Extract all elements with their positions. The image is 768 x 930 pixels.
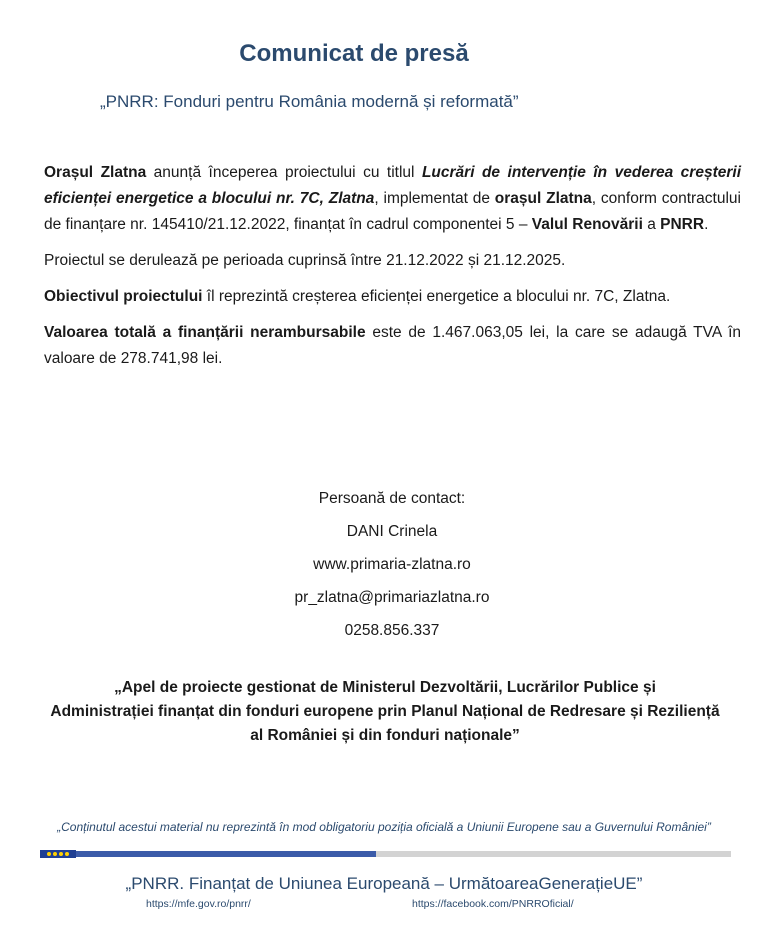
objective-label: Obiectivul proiectului	[44, 288, 203, 305]
project-title: Lucrări de intervenție în vederea creșterii eficienței energetice a blocului nr. 7C, Zlatna	[44, 164, 741, 207]
call-line-1: „Apel de proiecte gestionat de Ministerul Dezvoltării, Lucrărilor Publice și	[114, 679, 656, 696]
contact-phone: 0258.856.337	[344, 622, 440, 639]
call-line-2: Administrației finanțat din fonduri europene prin Planul Național de Redresare și Reziliență	[50, 703, 720, 720]
text-fragment: a	[642, 216, 661, 233]
contact-name: DANI Crinela	[346, 523, 438, 540]
value-text: este de 1.467.063,05 lei, la care se adaugă TVA în valoare de 278.741,98 lei.	[44, 324, 741, 367]
contact-label: Persoană de contact:	[318, 490, 466, 507]
objective-text: îl reprezintă creșterea eficienței energetice a blocului nr. 7C, Zlatna.	[202, 288, 671, 305]
contact-block	[240, 482, 544, 647]
paragraph-objective	[44, 284, 741, 310]
text-fragment: , conform contractului de finanțare nr. 145410/21.12.2022, finanțat în cadrul componentei 5 –	[44, 190, 741, 233]
text-fragment: .	[704, 216, 709, 233]
eu-flag-icon	[40, 850, 76, 858]
text-fragment: anunță începerea proiectului cu titlul	[146, 164, 422, 181]
implementer: orașul Zlatna	[494, 190, 592, 207]
call-line-3: al României și din fonduri naționale”	[250, 727, 520, 744]
mfe-link[interactable]: https://mfe.gov.ro/pnrr/	[146, 898, 251, 910]
page-title: Comunicat de presă	[239, 40, 469, 67]
press-release-body	[44, 160, 741, 382]
program-name: PNRR	[660, 216, 705, 233]
component-name: Valul Renovării	[531, 216, 643, 233]
divider-blue-segment	[40, 851, 376, 857]
contact-email[interactable]: pr_zlatna@primariazlatna.ro	[294, 589, 490, 606]
contact-website[interactable]: www.primaria-zlatna.ro	[313, 556, 471, 573]
funding-call-statement	[40, 676, 730, 748]
text-fragment: , implementat de	[374, 190, 495, 207]
city-name: Orașul Zlatna	[44, 164, 147, 181]
footer-title: „PNRR. Finanțat de Uniunea Europeană – UrmătoareaGenerațieUE”	[125, 874, 643, 893]
eu-disclaimer: „Conținutul acestui material nu reprezintă în mod obligatoriu poziția oficială a Uniunii Europene sau a Guvernului României”	[57, 820, 711, 834]
footer-divider-bar	[40, 851, 731, 857]
paragraph-value	[44, 320, 741, 372]
paragraph-announcement	[44, 160, 741, 238]
paragraph-period: Proiectul se derulează pe perioada cuprinsă între 21.12.2022 și 21.12.2025.	[44, 252, 566, 269]
value-label: Valoarea totală a finanțării nerambursabile	[44, 324, 366, 341]
page-subtitle: „PNRR: Fonduri pentru România modernă și reformată”	[100, 92, 519, 111]
facebook-link[interactable]: https://facebook.com/PNRROficial/	[412, 898, 574, 910]
